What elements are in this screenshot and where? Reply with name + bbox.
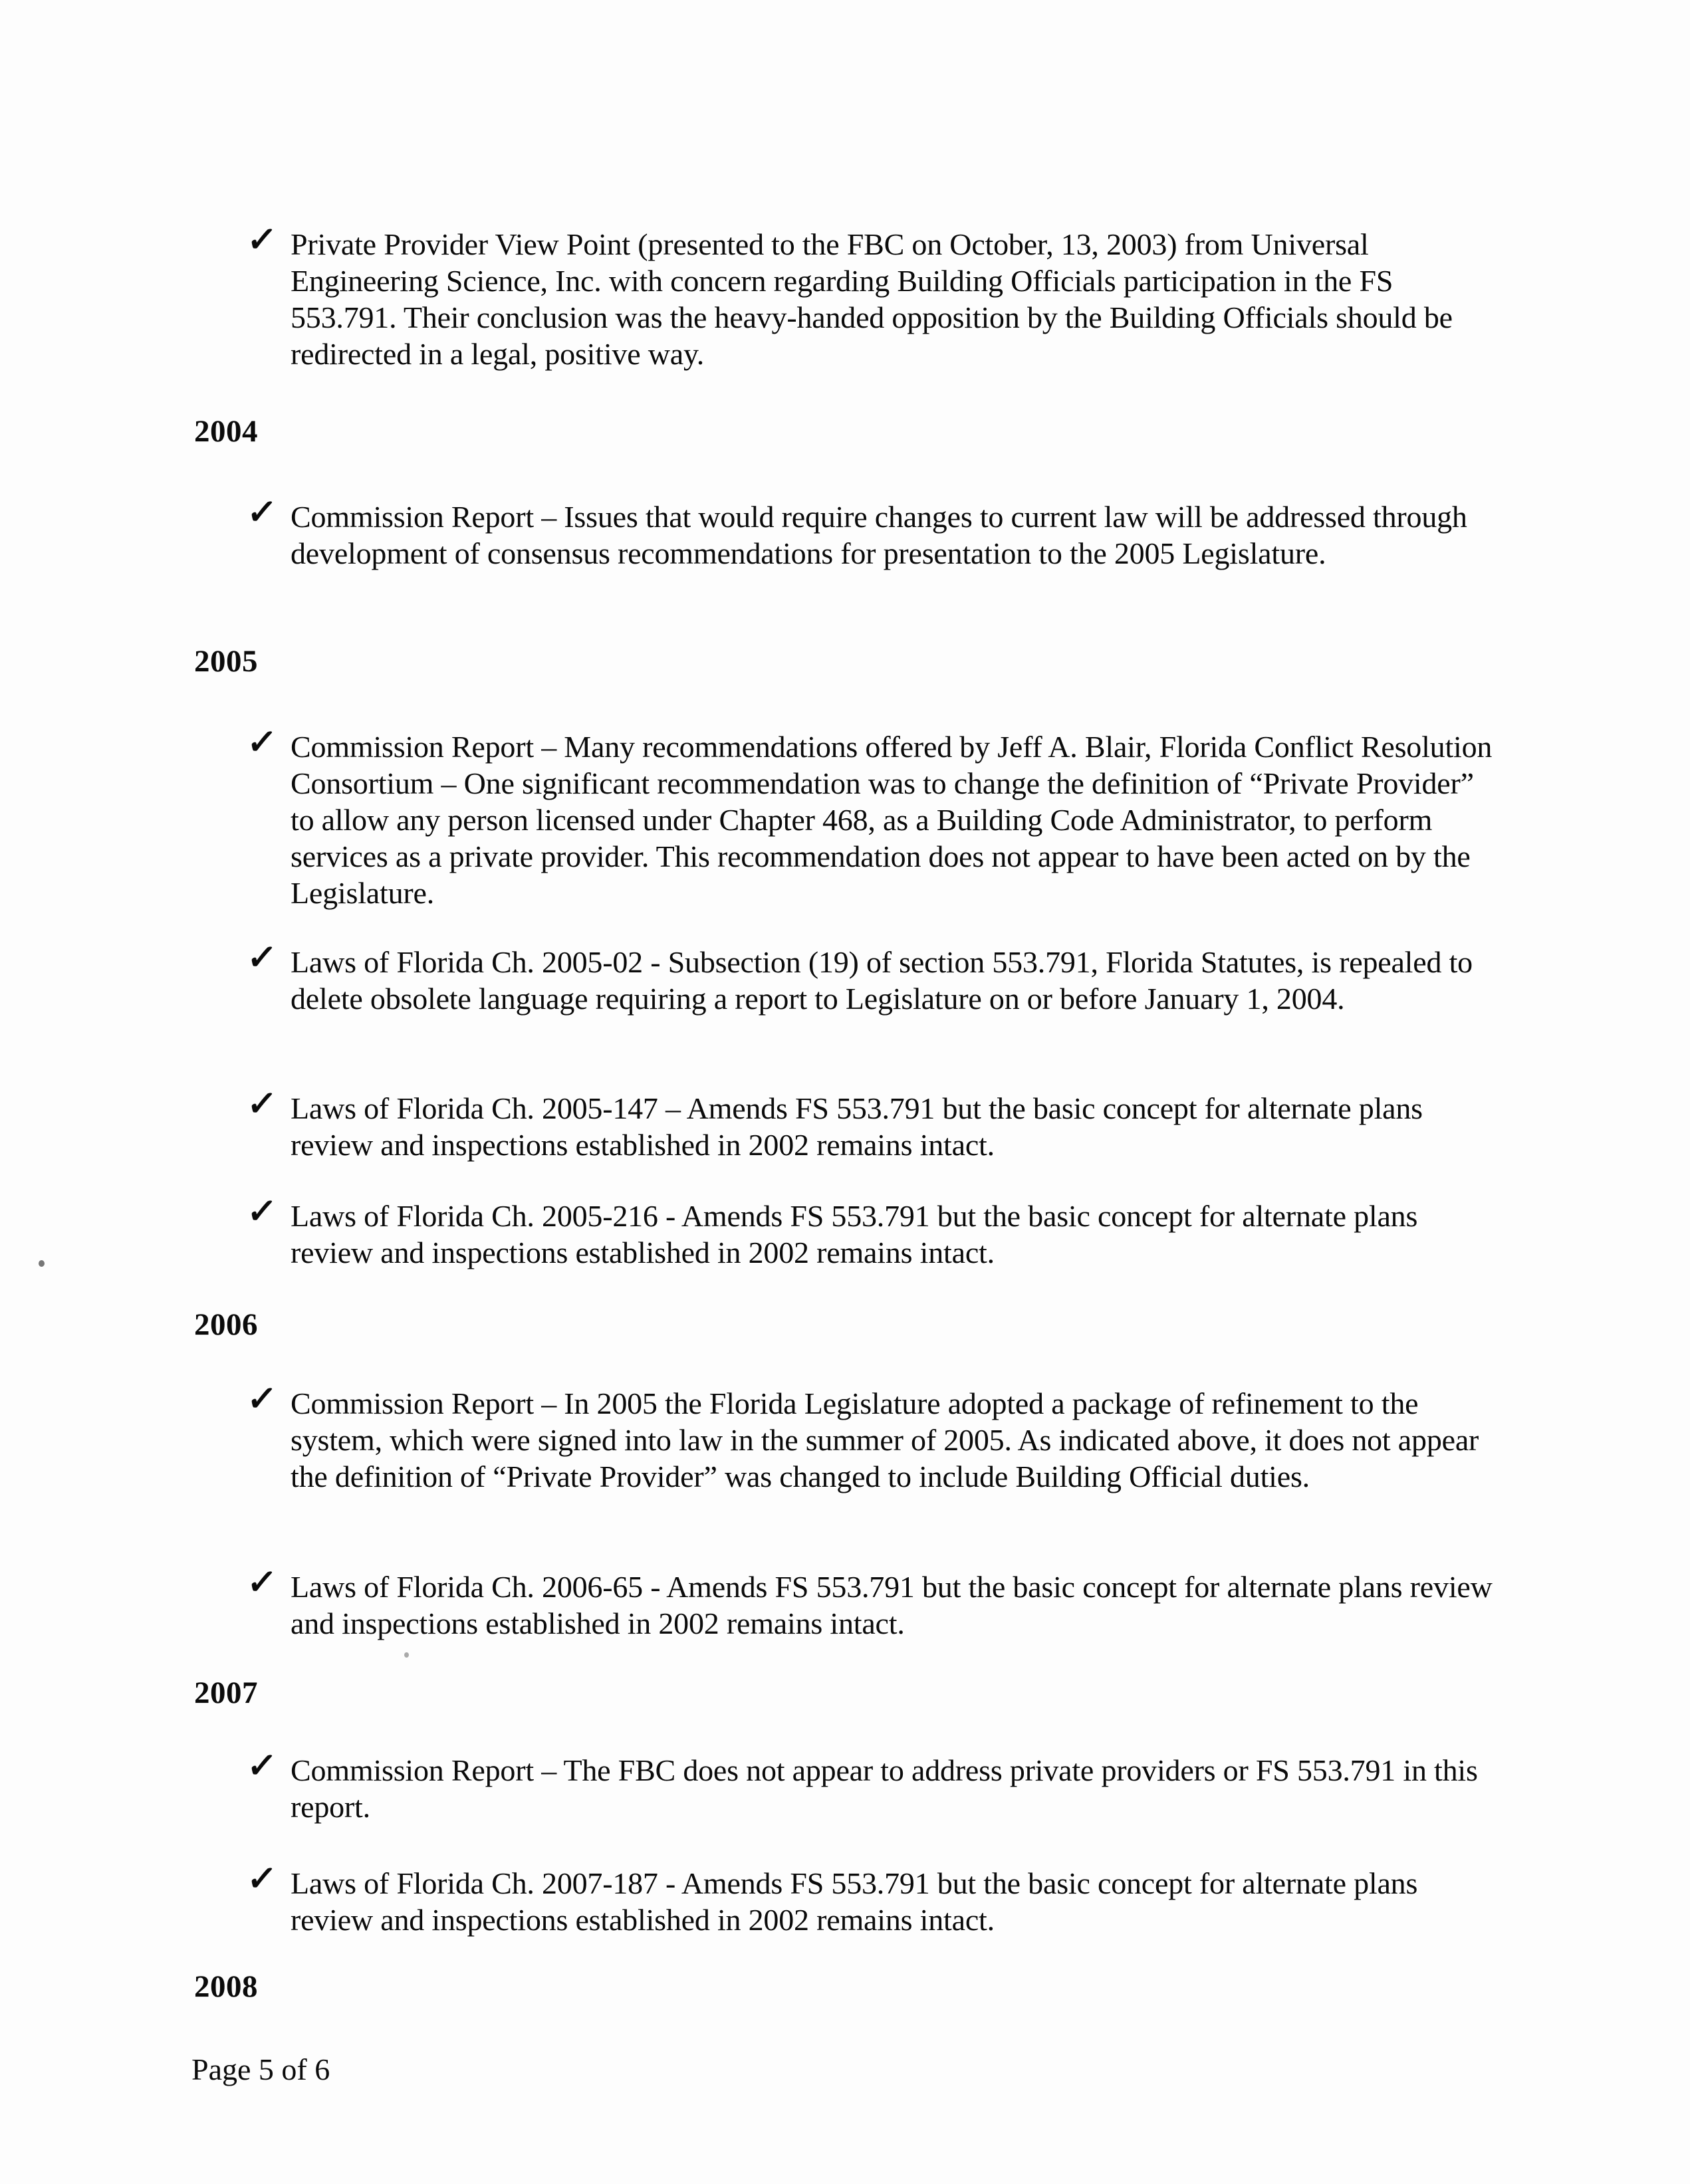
bullet-text: Laws of Florida Ch. 2005-147 – Amends FS 553.791 but the basic concept for alternate plans review and inspections established in 2002 remains intact. [291,1091,1423,1162]
checkmark-icon: ✓ [245,494,279,532]
bullet-text: Laws of Florida Ch. 2005-02 - Subsection (19) of section 553.791, Florida Statutes, is repealed to delete obsolete language requiring a report to Legislature on or before January 1, 2004. [291,945,1473,1016]
page-number-footer: Page 5 of 6 [191,2052,330,2086]
bullet-text: Laws of Florida Ch. 2005-216 - Amends FS 553.791 but the basic concept for alternate plans review and inspections established in 2002 remains intact. [291,1199,1418,1269]
bullet-text: Commission Report – The FBC does not appear to address private providers or FS 553.791 in this report. [291,1753,1478,1824]
bullet-text: Private Provider View Point (presented to the FBC on October, 13, 2003) from Universal Engineering Science, Inc. with concern regarding Building Officials participation in the FS 553.791. Their conclusion was the heavy-handed opposition by the Building Officials should be redirected in a legal, positive way. [291,227,1453,371]
bullet-text: Commission Report – Many recommendations offered by Jeff A. Blair, Florida Conflict Resolution Consortium – One significant recommendation was to change the definition of “Private Provider” to allow any person licensed under Chapter 468, as a Building Code Administrator, to perform services as a private provider. This recommendation does not appear to have been acted on by the Legislature. [291,730,1493,910]
checkmark-icon: ✓ [245,1860,279,1898]
checkmark-icon: ✓ [245,939,279,977]
checkmark-icon: ✓ [245,1564,279,1602]
checkmark-icon: ✓ [245,1085,279,1123]
checkmark-icon: ✓ [245,1747,279,1785]
year-heading-2007: 2007 [194,1676,258,1710]
checkmark-icon: ✓ [245,221,279,259]
scan-artifact-dot [404,1652,409,1658]
scan-artifact-dot [39,1260,45,1267]
year-heading-2006: 2006 [194,1307,258,1342]
checkmark-icon: ✓ [245,724,279,762]
year-heading-2008: 2008 [194,1969,258,2004]
checkmark-icon: ✓ [245,1380,279,1418]
bullet-text: Laws of Florida Ch. 2007-187 - Amends FS 553.791 but the basic concept for alternate plans review and inspections established in 2002 remains intact. [291,1866,1418,1937]
checkmark-icon: ✓ [245,1193,279,1231]
bullet-text: Laws of Florida Ch. 2006-65 - Amends FS 553.791 but the basic concept for alternate plans review and inspections established in 2002 remains intact. [291,1570,1493,1640]
bullet-text: Commission Report – Issues that would require changes to current law will be addressed through development of consensus recommendations for presentation to the 2005 Legislature. [291,500,1467,570]
year-heading-2004: 2004 [194,414,258,449]
year-heading-2005: 2005 [194,644,258,679]
bullet-text: Commission Report – In 2005 the Florida Legislature adopted a package of refinement to the system, which were signed into law in the summer of 2005. As indicated above, it does not appear the definition of “Private Provider” was changed to include Building Official duties. [291,1386,1479,1493]
